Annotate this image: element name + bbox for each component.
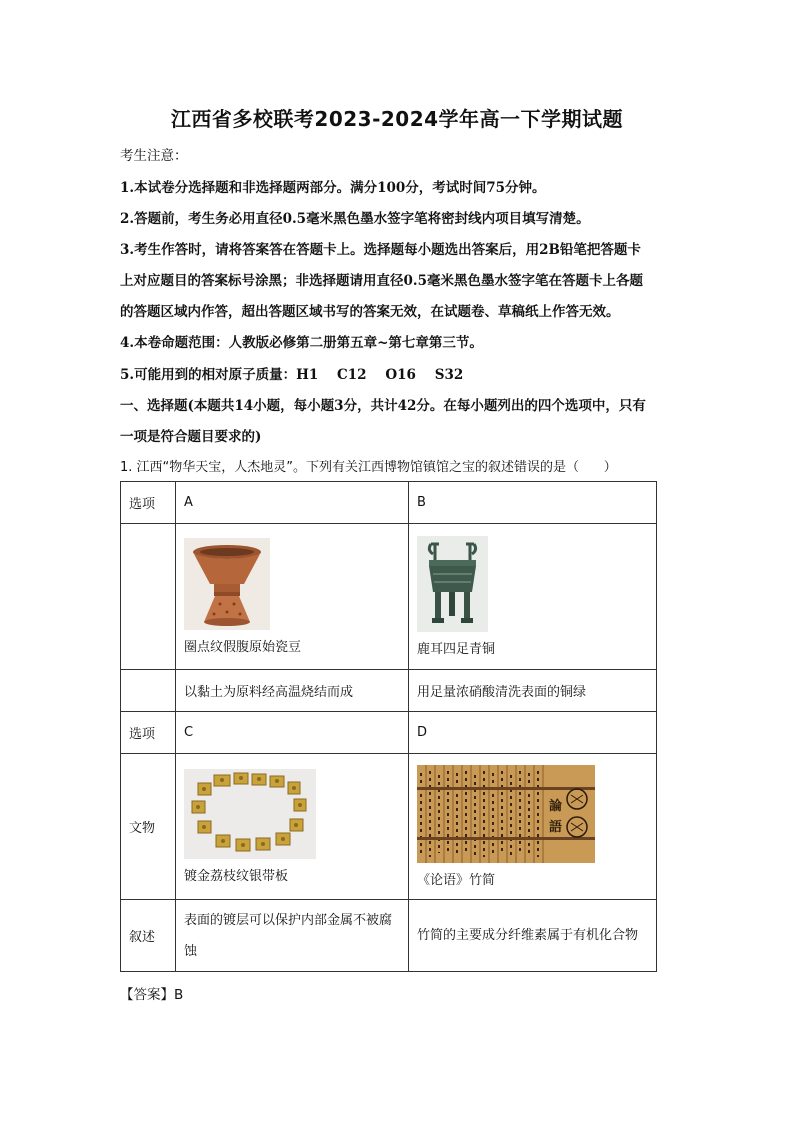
option-a-relic <box>176 524 409 670</box>
option-b-desc: 用足量浓硝酸清洗表面的铜绿 <box>409 670 657 712</box>
header-label-2: 选项 <box>121 712 176 754</box>
table-row <box>121 754 657 900</box>
option-b-name: 鹿耳四足青铜 <box>417 642 496 657</box>
option-c-letter: C <box>176 712 409 754</box>
pottery-dou-image <box>184 538 270 630</box>
option-b-letter: B <box>409 482 657 524</box>
note-3-cont-2: 的答题区域内作答，超出答题区域书写的答案无效，在试题卷、草稿纸上作答无效。 <box>120 304 620 320</box>
desc-row-label: 叙述 <box>121 900 176 972</box>
bamboo-title-char-2: 語 <box>549 820 563 835</box>
table-row <box>121 670 657 712</box>
option-d-relic <box>409 754 657 900</box>
option-c-desc: 表面的镀层可以保护内部金属不被腐蚀 <box>176 900 409 972</box>
table-row <box>121 482 657 524</box>
note-5: 5.可能用到的相对原子质量：H1 C12 O16 S32 <box>120 367 464 383</box>
option-a-name: 圈点纹假腹原始瓷豆 <box>184 640 302 655</box>
option-d-desc: 竹简的主要成分纤维素属于有机化合物 <box>409 900 657 972</box>
section-heading-cont: 一项是符合题目要求的) <box>120 429 262 445</box>
options-table <box>120 481 657 972</box>
note-1: 1.本试卷分选择题和非选择题两部分。满分100分，考试时间75分钟。 <box>120 180 546 196</box>
bronze-ding-image <box>417 536 488 632</box>
option-b-relic <box>409 524 657 670</box>
bamboo-title-char-1: 論 <box>549 799 563 814</box>
option-d-name: 《论语》竹简 <box>417 873 496 888</box>
option-a-letter: A <box>176 482 409 524</box>
note-4: 4.本卷命题范围：人教版必修第二册第五章~第七章第三节。 <box>120 335 483 351</box>
answer-text: 【答案】B <box>120 987 184 1003</box>
note-3: 3.考生作答时，请将答案答在答题卡上。选择题每小题选出答案后，用2B铅笔把答题卡 <box>120 242 641 258</box>
option-a-desc: 以黏土为原料经高温烧结而成 <box>176 670 409 712</box>
relic-row-label: 文物 <box>121 754 176 900</box>
note-3-cont-1: 上对应题目的答案标号涂黑；非选择题请用直径0.5毫米黑色墨水签字笔在答题卡上各题 <box>120 273 643 289</box>
notice-heading: 考生注意： <box>120 148 188 164</box>
exam-title: 江西省多校联考2023-2024学年高一下学期试题 <box>170 107 624 131</box>
section-heading: 一、选择题(本题共14小题，每小题3分，共计42分。在每小题列出的四个选项中，只有 <box>120 398 646 414</box>
question-1-stem: 1. 江西“物华天宝，人杰地灵”。下列有关江西博物馆镇馆之宝的叙述错误的是（ ） <box>120 460 617 475</box>
gilded-belt-plaques-image <box>184 769 316 859</box>
option-c-name: 镀金荔枝纹银带板 <box>184 869 289 884</box>
option-c-relic <box>176 754 409 900</box>
table-row <box>121 900 657 972</box>
table-row <box>121 712 657 754</box>
note-2: 2.答题前，考生务必用直径0.5毫米黑色墨水签字笔将密封线内项目填写清楚。 <box>120 211 590 227</box>
option-d-letter: D <box>409 712 657 754</box>
header-label: 选项 <box>121 482 176 524</box>
table-row <box>121 524 657 670</box>
bamboo-slips-image <box>417 765 595 863</box>
